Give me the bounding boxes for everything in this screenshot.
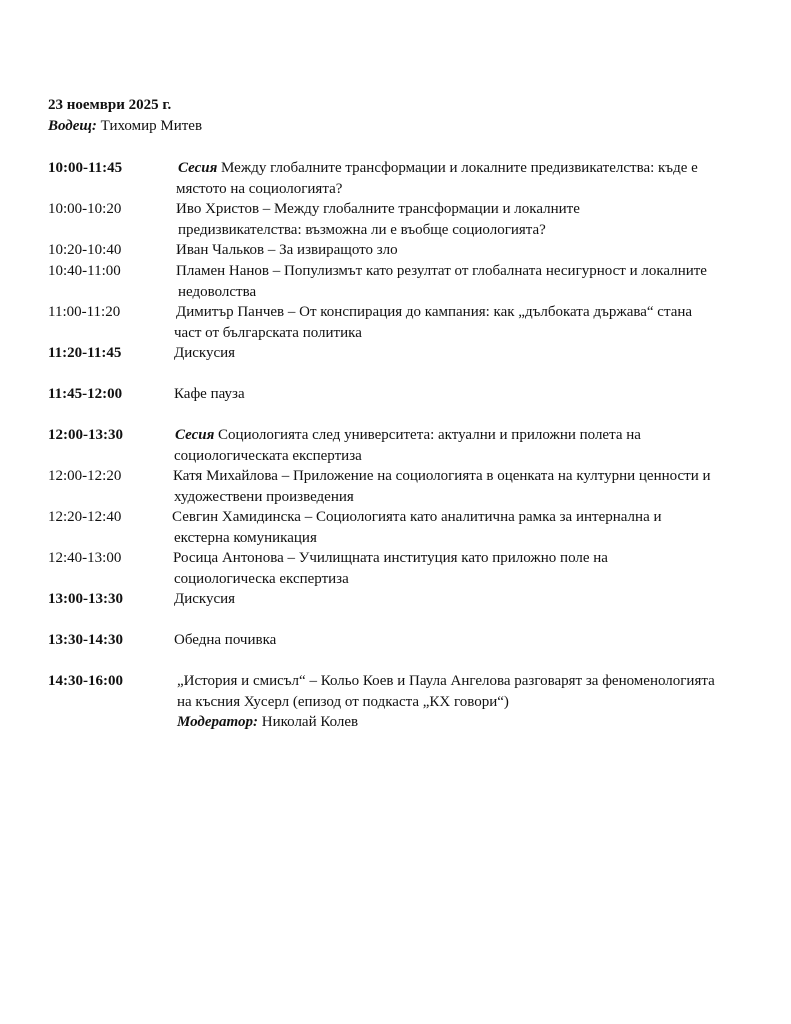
time-slot: 12:20-12:40 [48, 509, 122, 525]
session-title-line: Социологията след университета: актуални и приложни полета на [214, 427, 641, 443]
talk-line: Севгин Хамидинска – Социологията като аналитична рамка за интернална и [172, 509, 662, 525]
talk-line: Димитър Панчев – От конспирация до кампания: как „дълбоката държава“ стана [176, 304, 693, 320]
time-slot: 13:00-13:30 [48, 591, 123, 607]
date-heading: 23 ноември 2025 г. [48, 97, 172, 113]
session-title-line: социологическата експертиза [174, 448, 362, 464]
time-slot: 12:00-13:30 [48, 427, 123, 443]
talk-line: Иво Христов – Между глобалните трансформации и локалните [176, 201, 580, 217]
time-slot: 10:00-11:45 [48, 160, 123, 176]
time-slot: 10:20-10:40 [48, 242, 122, 258]
talk-line: Пламен Нанов – Популизмът като резултат от глобалната несигурност и локалните [176, 263, 707, 279]
time-slot: 12:40-13:00 [48, 550, 122, 566]
talk-line: Росица Антонова – Училищната институция като приложно поле на [173, 550, 608, 566]
time-slot: 11:00-11:20 [48, 304, 121, 320]
host-line [48, 116, 202, 136]
host-name: Тихомир Митев [96, 118, 203, 134]
session-label: Сесия [175, 427, 215, 443]
time-slot: 10:00-10:20 [48, 201, 122, 217]
moderator-label: Модератор: [177, 714, 258, 730]
talk-line: художествени произведения [174, 489, 354, 505]
talk-line: екстерна комуникация [174, 530, 317, 546]
talk-line: недоволства [178, 284, 257, 300]
discussion-label: Дискусия [174, 345, 236, 361]
podcast-line: на късния Хусерл (епизод от подкаста „КХ говори“) [177, 694, 509, 710]
talk-line: предизвикателства: възможна ли е въобще социологията? [178, 222, 546, 238]
time-slot: 14:30-16:00 [48, 673, 123, 689]
time-slot: 13:30-14:30 [48, 632, 123, 648]
podcast-line: „История и смисъл“ – Кольо Коев и Паула Ангелова разговарят за феноменологията [177, 673, 715, 689]
host-label: Водещ: [48, 118, 97, 134]
session-title [178, 158, 698, 178]
time-slot: 12:00-12:20 [48, 468, 122, 484]
talk-line: Катя Михайлова – Приложение на социологията в оценката на културни ценности и [173, 468, 711, 484]
time-slot: 11:20-11:45 [48, 345, 122, 361]
session-title-line: Между глобалните трансформации и локалните предизвикателства: къде е [217, 160, 698, 176]
time-slot: 11:45-12:00 [48, 386, 123, 402]
time-slot: 10:40-11:00 [48, 263, 121, 279]
talk-line: Иван Чальков – За извиращото зло [176, 242, 398, 258]
talk-line: част от българската политика [174, 325, 362, 341]
moderator-name: Николай Колев [258, 714, 359, 730]
discussion-label: Дискусия [174, 591, 236, 607]
session-title-line: мястото на социологията? [176, 181, 343, 197]
talk-line: социологическа експертиза [174, 571, 349, 587]
session-title [175, 425, 641, 445]
session-label: Сесия [178, 160, 218, 176]
moderator-line [177, 712, 358, 732]
coffee-break-label: Кафе пауза [174, 386, 245, 402]
lunch-break-label: Обедна почивка [174, 632, 277, 648]
